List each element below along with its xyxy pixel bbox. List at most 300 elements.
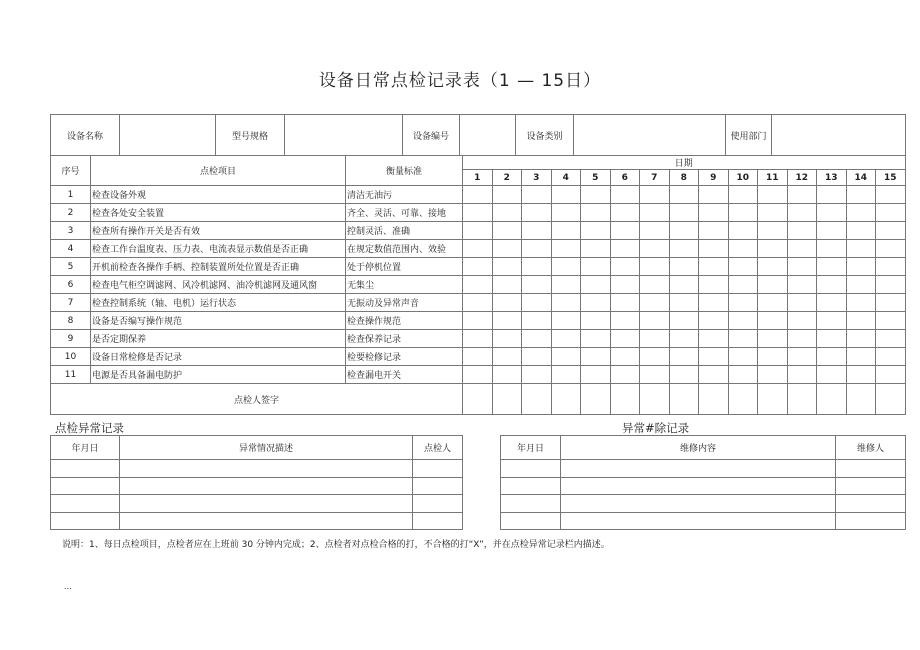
row-item: 电源是否具备漏电防护 [91,366,346,384]
check-cell[interactable] [492,186,522,204]
row-number: 1 [51,186,91,204]
row-standard: 在规定数值范围内、效验 [346,240,463,258]
check-cell[interactable] [610,348,640,366]
check-cell[interactable] [581,276,611,294]
check-cell[interactable] [758,204,788,222]
check-cell[interactable] [492,330,522,348]
check-cell[interactable] [699,276,729,294]
check-cell[interactable] [787,348,817,366]
device-name-label: 设备名称 [51,115,120,156]
check-cell[interactable] [846,330,876,348]
check-cell[interactable] [699,258,729,276]
check-cell[interactable] [640,240,670,258]
day-header: 6 [610,170,640,186]
check-cell[interactable] [876,366,906,384]
removal-content-header: 维修内容 [561,436,836,460]
record-cell[interactable] [413,460,463,478]
check-cell[interactable] [610,222,640,240]
check-cell[interactable] [758,348,788,366]
device-info-table [50,114,906,156]
check-cell[interactable] [846,366,876,384]
signature-cell[interactable] [876,384,906,415]
day-header: 10 [728,170,758,186]
check-cell[interactable] [463,258,493,276]
check-cell[interactable] [846,312,876,330]
check-cell[interactable] [551,312,581,330]
check-cell[interactable] [787,258,817,276]
check-cell[interactable] [876,276,906,294]
record-row [51,512,463,530]
check-cell[interactable] [699,240,729,258]
record-cell[interactable] [836,477,906,495]
page-title: 设备日常点检记录表（1 — 15日） [318,71,602,91]
check-cell[interactable] [728,312,758,330]
row-number: 7 [51,294,91,312]
check-cell[interactable] [640,294,670,312]
record-row [501,512,906,530]
abnormal-record-table [50,435,463,530]
check-cell[interactable] [817,312,847,330]
row-number: 4 [51,240,91,258]
check-cell[interactable] [846,204,876,222]
row-item: 设备日常检修是否记录 [91,348,346,366]
check-cell[interactable] [640,276,670,294]
check-cell[interactable] [492,276,522,294]
record-cell[interactable] [561,495,836,513]
date-header: 日期 [463,156,906,170]
check-cell[interactable] [463,366,493,384]
check-cell[interactable] [817,240,847,258]
check-cell[interactable] [699,312,729,330]
abnormal-date-header: 年月日 [51,436,120,460]
record-cell[interactable] [501,460,561,478]
check-cell[interactable] [581,348,611,366]
check-cell[interactable] [699,366,729,384]
row-number: 6 [51,276,91,294]
device-no-label: 设备编号 [403,115,460,156]
check-cell[interactable] [640,204,670,222]
seq-header: 序号 [51,156,91,186]
check-cell[interactable] [728,186,758,204]
check-cell[interactable] [463,276,493,294]
check-cell[interactable] [817,276,847,294]
signature-cell[interactable] [758,384,788,415]
check-cell[interactable] [787,330,817,348]
record-cell[interactable] [413,495,463,513]
record-cell[interactable] [501,512,561,530]
check-cell[interactable] [846,276,876,294]
check-cell[interactable] [610,366,640,384]
check-cell[interactable] [610,294,640,312]
check-cell[interactable] [699,186,729,204]
removal-person-header: 维修人 [836,436,906,460]
check-cell[interactable] [758,276,788,294]
day-header: 12 [787,170,817,186]
inspection-table [50,155,906,415]
check-cell[interactable] [463,348,493,366]
check-cell[interactable] [699,330,729,348]
instructions-note: 说明：1、每日点检项目，点检者应在上班前 30 分钟内完成；2、点检者对点检合格的打，不合格的打“X”，并在点检异常记录栏内描述。 [62,540,610,550]
check-cell[interactable] [758,240,788,258]
row-standard: 控制灵活、准确 [346,222,463,240]
check-cell[interactable] [522,186,552,204]
check-cell[interactable] [610,330,640,348]
signature-cell[interactable] [463,384,493,415]
row-standard: 检查漏电开关 [346,366,463,384]
check-cell[interactable] [669,186,699,204]
record-row [501,495,906,513]
check-cell[interactable] [758,186,788,204]
removal-record-table [500,435,906,530]
check-cell[interactable] [581,366,611,384]
removal-record-title: 异常#除记录 [622,421,690,435]
check-cell[interactable] [551,366,581,384]
abnormal-record-title: 点检异常记录 [55,421,124,435]
model-field[interactable] [285,115,403,156]
check-cell[interactable] [551,348,581,366]
check-cell[interactable] [669,348,699,366]
signature-cell[interactable] [522,384,552,415]
check-cell[interactable] [610,186,640,204]
device-no-field[interactable] [460,115,516,156]
check-cell[interactable] [787,366,817,384]
check-cell[interactable] [581,204,611,222]
day-header: 8 [669,170,699,186]
check-cell[interactable] [669,294,699,312]
record-cell[interactable] [561,460,836,478]
check-cell[interactable] [463,330,493,348]
check-cell[interactable] [787,240,817,258]
check-cell[interactable] [876,204,906,222]
row-item: 检查工作台温度表、压力表、电流表显示数值是否正确 [91,240,346,258]
record-cell[interactable] [413,512,463,530]
check-cell[interactable] [463,204,493,222]
check-cell[interactable] [492,366,522,384]
abnormal-person-header: 点检人 [413,436,463,460]
check-cell[interactable] [522,222,552,240]
check-cell[interactable] [522,348,552,366]
row-standard: 齐全、灵活、可靠、接地 [346,204,463,222]
record-cell[interactable] [51,477,120,495]
check-cell[interactable] [846,240,876,258]
check-cell[interactable] [728,222,758,240]
check-cell[interactable] [492,204,522,222]
check-cell[interactable] [876,294,906,312]
record-row [51,477,463,495]
record-cell[interactable] [836,512,906,530]
category-field[interactable] [574,115,726,156]
table-row [51,222,906,240]
check-cell[interactable] [758,366,788,384]
signature-cell[interactable] [610,384,640,415]
signature-cell[interactable] [551,384,581,415]
removal-date-header: 年月日 [501,436,561,460]
record-cell[interactable] [561,512,836,530]
check-cell[interactable] [728,258,758,276]
check-cell[interactable] [728,240,758,258]
check-cell[interactable] [817,258,847,276]
record-cell[interactable] [413,477,463,495]
check-cell[interactable] [581,186,611,204]
check-cell[interactable] [492,222,522,240]
table-row [51,294,906,312]
check-cell[interactable] [817,330,847,348]
check-cell[interactable] [728,330,758,348]
signature-cell[interactable] [581,384,611,415]
check-cell[interactable] [551,330,581,348]
check-cell[interactable] [787,312,817,330]
signature-cell[interactable] [699,384,729,415]
check-cell[interactable] [728,294,758,312]
check-cell[interactable] [817,222,847,240]
table-row [51,186,906,204]
row-item: 检查控制系统（轴、电机）运行状态 [91,294,346,312]
check-cell[interactable] [463,186,493,204]
record-cell[interactable] [836,495,906,513]
dept-field[interactable] [772,115,906,156]
check-cell[interactable] [787,294,817,312]
table-row [51,312,906,330]
check-cell[interactable] [876,186,906,204]
check-cell[interactable] [492,258,522,276]
check-cell[interactable] [492,312,522,330]
category-label: 设备类别 [516,115,574,156]
record-cell[interactable] [836,460,906,478]
check-cell[interactable] [522,276,552,294]
check-cell[interactable] [551,294,581,312]
check-cell[interactable] [522,240,552,258]
check-cell[interactable] [846,348,876,366]
row-number: 3 [51,222,91,240]
check-cell[interactable] [699,348,729,366]
check-cell[interactable] [846,222,876,240]
check-cell[interactable] [640,330,670,348]
item-header: 点检项目 [91,156,346,186]
row-standard: 处于停机位置 [346,258,463,276]
check-cell[interactable] [610,276,640,294]
day-header: 5 [581,170,611,186]
check-cell[interactable] [581,294,611,312]
check-cell[interactable] [551,222,581,240]
check-cell[interactable] [551,204,581,222]
table-row [51,240,906,258]
record-cell[interactable] [501,495,561,513]
check-cell[interactable] [758,294,788,312]
check-cell[interactable] [817,186,847,204]
check-cell[interactable] [669,204,699,222]
check-cell[interactable] [876,258,906,276]
check-cell[interactable] [699,294,729,312]
check-cell[interactable] [522,204,552,222]
signature-cell[interactable] [728,384,758,415]
check-cell[interactable] [846,186,876,204]
check-cell[interactable] [728,348,758,366]
row-number: 9 [51,330,91,348]
row-standard: 检查操作规范 [346,312,463,330]
standard-header: 衡量标准 [346,156,463,186]
check-cell[interactable] [640,258,670,276]
check-cell[interactable] [522,366,552,384]
check-cell[interactable] [669,258,699,276]
check-cell[interactable] [846,294,876,312]
record-row [501,477,906,495]
check-cell[interactable] [758,222,788,240]
check-cell[interactable] [640,366,670,384]
check-cell[interactable] [669,330,699,348]
record-cell[interactable] [120,477,413,495]
check-cell[interactable] [728,276,758,294]
check-cell[interactable] [758,258,788,276]
signature-cell[interactable] [787,384,817,415]
signature-cell[interactable] [669,384,699,415]
check-cell[interactable] [463,222,493,240]
day-header: 7 [640,170,670,186]
check-cell[interactable] [463,240,493,258]
check-cell[interactable] [876,348,906,366]
check-cell[interactable] [817,348,847,366]
row-standard: 无集尘 [346,276,463,294]
row-standard: 检查保养记录 [346,330,463,348]
signature-cell[interactable] [817,384,847,415]
day-header: 11 [758,170,788,186]
check-cell[interactable] [551,186,581,204]
check-cell[interactable] [522,330,552,348]
check-cell[interactable] [699,204,729,222]
check-cell[interactable] [640,222,670,240]
check-cell[interactable] [876,240,906,258]
check-cell[interactable] [728,366,758,384]
row-number: 2 [51,204,91,222]
row-number: 8 [51,312,91,330]
abnormal-desc-header: 异常情况描述 [120,436,413,460]
row-standard: 无振动及异常声音 [346,294,463,312]
check-cell[interactable] [640,312,670,330]
check-cell[interactable] [876,330,906,348]
day-header: 14 [846,170,876,186]
row-item: 是否定期保养 [91,330,346,348]
check-cell[interactable] [581,222,611,240]
table-row [51,258,906,276]
signature-cell[interactable] [846,384,876,415]
check-cell[interactable] [492,294,522,312]
check-cell[interactable] [876,312,906,330]
signature-cell[interactable] [492,384,522,415]
check-cell[interactable] [669,240,699,258]
check-cell[interactable] [787,186,817,204]
check-cell[interactable] [581,258,611,276]
check-cell[interactable] [669,276,699,294]
record-cell[interactable] [51,495,120,513]
check-cell[interactable] [610,258,640,276]
check-cell[interactable] [640,186,670,204]
row-item: 检查设备外观 [91,186,346,204]
row-number: 11 [51,366,91,384]
check-cell[interactable] [758,330,788,348]
record-cell[interactable] [51,512,120,530]
day-header: 13 [817,170,847,186]
day-header: 1 [463,170,493,186]
check-cell[interactable] [522,294,552,312]
row-item: 检查所有操作开关是否有效 [91,222,346,240]
day-header: 4 [551,170,581,186]
signature-cell[interactable] [640,384,670,415]
check-cell[interactable] [817,204,847,222]
check-cell[interactable] [492,348,522,366]
row-number: 5 [51,258,91,276]
table-row [51,330,906,348]
model-label: 型号规格 [216,115,285,156]
check-cell[interactable] [610,204,640,222]
table-row [51,348,906,366]
check-cell[interactable] [640,348,670,366]
day-header: 15 [876,170,906,186]
check-cell[interactable] [581,330,611,348]
record-row [501,460,906,478]
check-cell[interactable] [581,240,611,258]
record-cell[interactable] [51,460,120,478]
check-cell[interactable] [817,294,847,312]
row-item: 设备是否编写操作规范 [91,312,346,330]
row-standard: 清洁无油污 [346,186,463,204]
check-cell[interactable] [669,312,699,330]
record-cell[interactable] [501,477,561,495]
day-header: 3 [522,170,552,186]
table-row [51,204,906,222]
check-cell[interactable] [551,240,581,258]
check-cell[interactable] [463,312,493,330]
record-cell[interactable] [561,477,836,495]
ellipsis-text: ... [64,582,72,591]
check-cell[interactable] [846,258,876,276]
record-row [51,495,463,513]
row-item: 检查各处安全装置 [91,204,346,222]
device-name-field[interactable] [120,115,216,156]
check-cell[interactable] [728,204,758,222]
signature-label: 点检人签字 [51,384,463,415]
table-row [51,276,906,294]
row-item: 开机前检查各操作手柄、控制装置所处位置是否正确 [91,258,346,276]
check-cell[interactable] [669,366,699,384]
check-cell[interactable] [463,294,493,312]
check-cell[interactable] [581,312,611,330]
check-cell[interactable] [492,240,522,258]
row-standard: 检要检修记录 [346,348,463,366]
record-cell[interactable] [120,512,413,530]
check-cell[interactable] [610,240,640,258]
record-cell[interactable] [120,460,413,478]
day-header: 9 [699,170,729,186]
check-cell[interactable] [551,276,581,294]
check-cell[interactable] [522,312,552,330]
record-cell[interactable] [120,495,413,513]
check-cell[interactable] [787,222,817,240]
day-header: 2 [492,170,522,186]
dept-label: 使用部门 [726,115,772,156]
check-cell[interactable] [669,222,699,240]
check-cell[interactable] [758,312,788,330]
row-number: 10 [51,348,91,366]
check-cell[interactable] [817,366,847,384]
check-cell[interactable] [551,258,581,276]
check-cell[interactable] [610,312,640,330]
check-cell[interactable] [699,222,729,240]
check-cell[interactable] [522,258,552,276]
record-row [51,460,463,478]
row-item: 检查电气柜空调滤网、风冷机滤网、油冷机滤网及通风窗 [91,276,346,294]
check-cell[interactable] [787,276,817,294]
check-cell[interactable] [787,204,817,222]
check-cell[interactable] [876,222,906,240]
